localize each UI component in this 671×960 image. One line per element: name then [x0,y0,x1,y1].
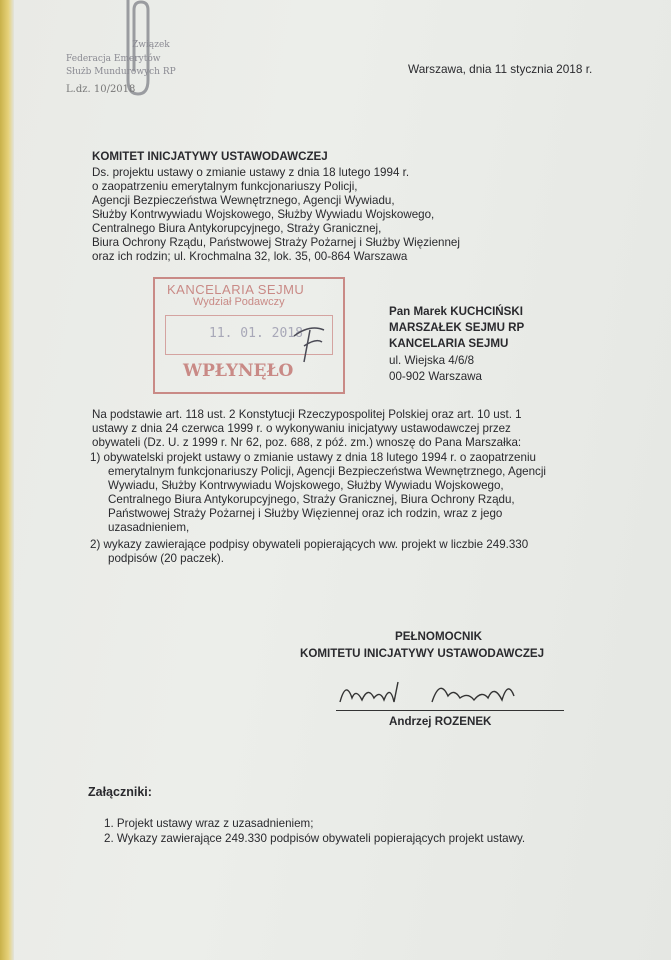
sender-line: oraz ich rodzin; ul. Krochmalna 32, lok. 35, 00-864 Warszawa [92,250,408,263]
body-item1-line: uzasadnieniem, [108,521,190,534]
attachment-item: 1. Projekt ustawy wraz z uzasadnieniem; [104,817,314,830]
stamp-received: WPŁYNĘŁO [183,361,294,381]
body-item1-line: 1) obywatelski projekt ustawy o zmianie ustawy z dnia 18 lutego 1994 r. o zaopatrzeniu [90,451,536,464]
stamp-initials-signature [290,316,330,366]
body-item1-line: Wywiadu, Służby Kontrwywiadu Wojskowego, Służby Wywiadu Wojskowego, [108,479,504,492]
sender-line: Biura Ochrony Rządu, Państwowej Straży Pożarnej i Służby Więziennej [92,236,460,249]
recipient-city: 00-902 Warszawa [389,370,483,383]
sender-title: KOMITET INICJATYWY USTAWODAWCZEJ [92,150,328,163]
letterhead-line2: Federacja Emerytów [66,54,161,64]
body-item1-line: Centralnego Biura Antykorupcyjnego, Straży Granicznej, Biura Ochrony Rządu, [108,493,515,506]
letterhead-ref: L.dz. 10/2018 [66,84,136,95]
recipient-title1: MARSZAŁEK SEJMU RP [389,321,525,334]
sender-line: Agencji Bezpieczeństwa Wewnętrznego, Agencji Wywiadu, [92,194,395,207]
stamp-line1: KANCELARIA SEJMU [167,282,305,297]
recipient-title2: KANCELARIA SEJMU [389,337,509,350]
letter-date: Warszawa, dnia 11 stycznia 2018 r. [408,62,593,76]
body-item2-line: 2) wykazy zawierające podpisy obywateli popierających ww. projekt w liczbie 249.330 [90,538,529,551]
sender-line: o zaopatrzeniu emerytalnym funkcjonariuszy Policji, [92,180,358,193]
body-intro-line: obywateli (Dz. U. z 1999 r. Nr 62, poz. 688, z póź. zm.) wnoszę do Pana Marszałka: [92,436,522,449]
letterhead-line1: Związek [132,40,170,50]
attachment-item: 2. Wykazy zawierające 249.330 podpisów obywateli popierających projekt ustawy. [104,832,526,845]
sender-line: Centralnego Biura Antykorupcyjnego, Straży Granicznej, [92,222,382,235]
body-item1-line: emerytalnym funkcjonariuszy Policji, Agencji Bezpieczeństwa Wewnętrznego, Agencji [108,465,546,478]
recipient-street: ul. Wiejska 4/6/8 [389,354,475,367]
stamp-date: 11. 01. 2018 [209,326,303,341]
recipient-name: Pan Marek KUCHCIŃSKI [389,305,524,318]
sender-line: Ds. projektu ustawy o zmianie ustawy z dnia 18 lutego 1994 r. [92,166,410,179]
attachments-heading: Załączniki: [88,785,152,799]
folder-edge [0,0,14,960]
body-item1-line: Państwowej Straży Pożarnej i Służby Więziennej oraz ich rodzin, wraz z jego [108,507,503,520]
signatory-name: Andrzej ROZENEK [389,715,492,728]
signature-line [336,710,564,711]
sender-line: Służby Kontrwywiadu Wojskowego, Służby Wywiadu Wojskowego, [92,208,435,221]
letterhead-line3: Służb Mundurowych RP [66,67,176,77]
handwritten-signature [336,672,536,712]
stamp-line2: Wydział Podawczy [193,296,285,308]
signatory-title1: PEŁNOMOCNIK [395,630,482,643]
body-intro-line: ustawy z dnia 24 czerwca 1999 r. o wykonywaniu inicjatywy ustawodawczej przez [92,422,511,435]
signatory-title2: KOMITETU INICJATYWY USTAWODAWCZEJ [300,647,545,660]
body-item2-line: podpisów (20 paczek). [108,552,224,565]
body-intro-line: Na podstawie art. 118 ust. 2 Konstytucji Rzeczypospolitej Polskiej oraz art. 10 ust. 1 [92,408,522,421]
